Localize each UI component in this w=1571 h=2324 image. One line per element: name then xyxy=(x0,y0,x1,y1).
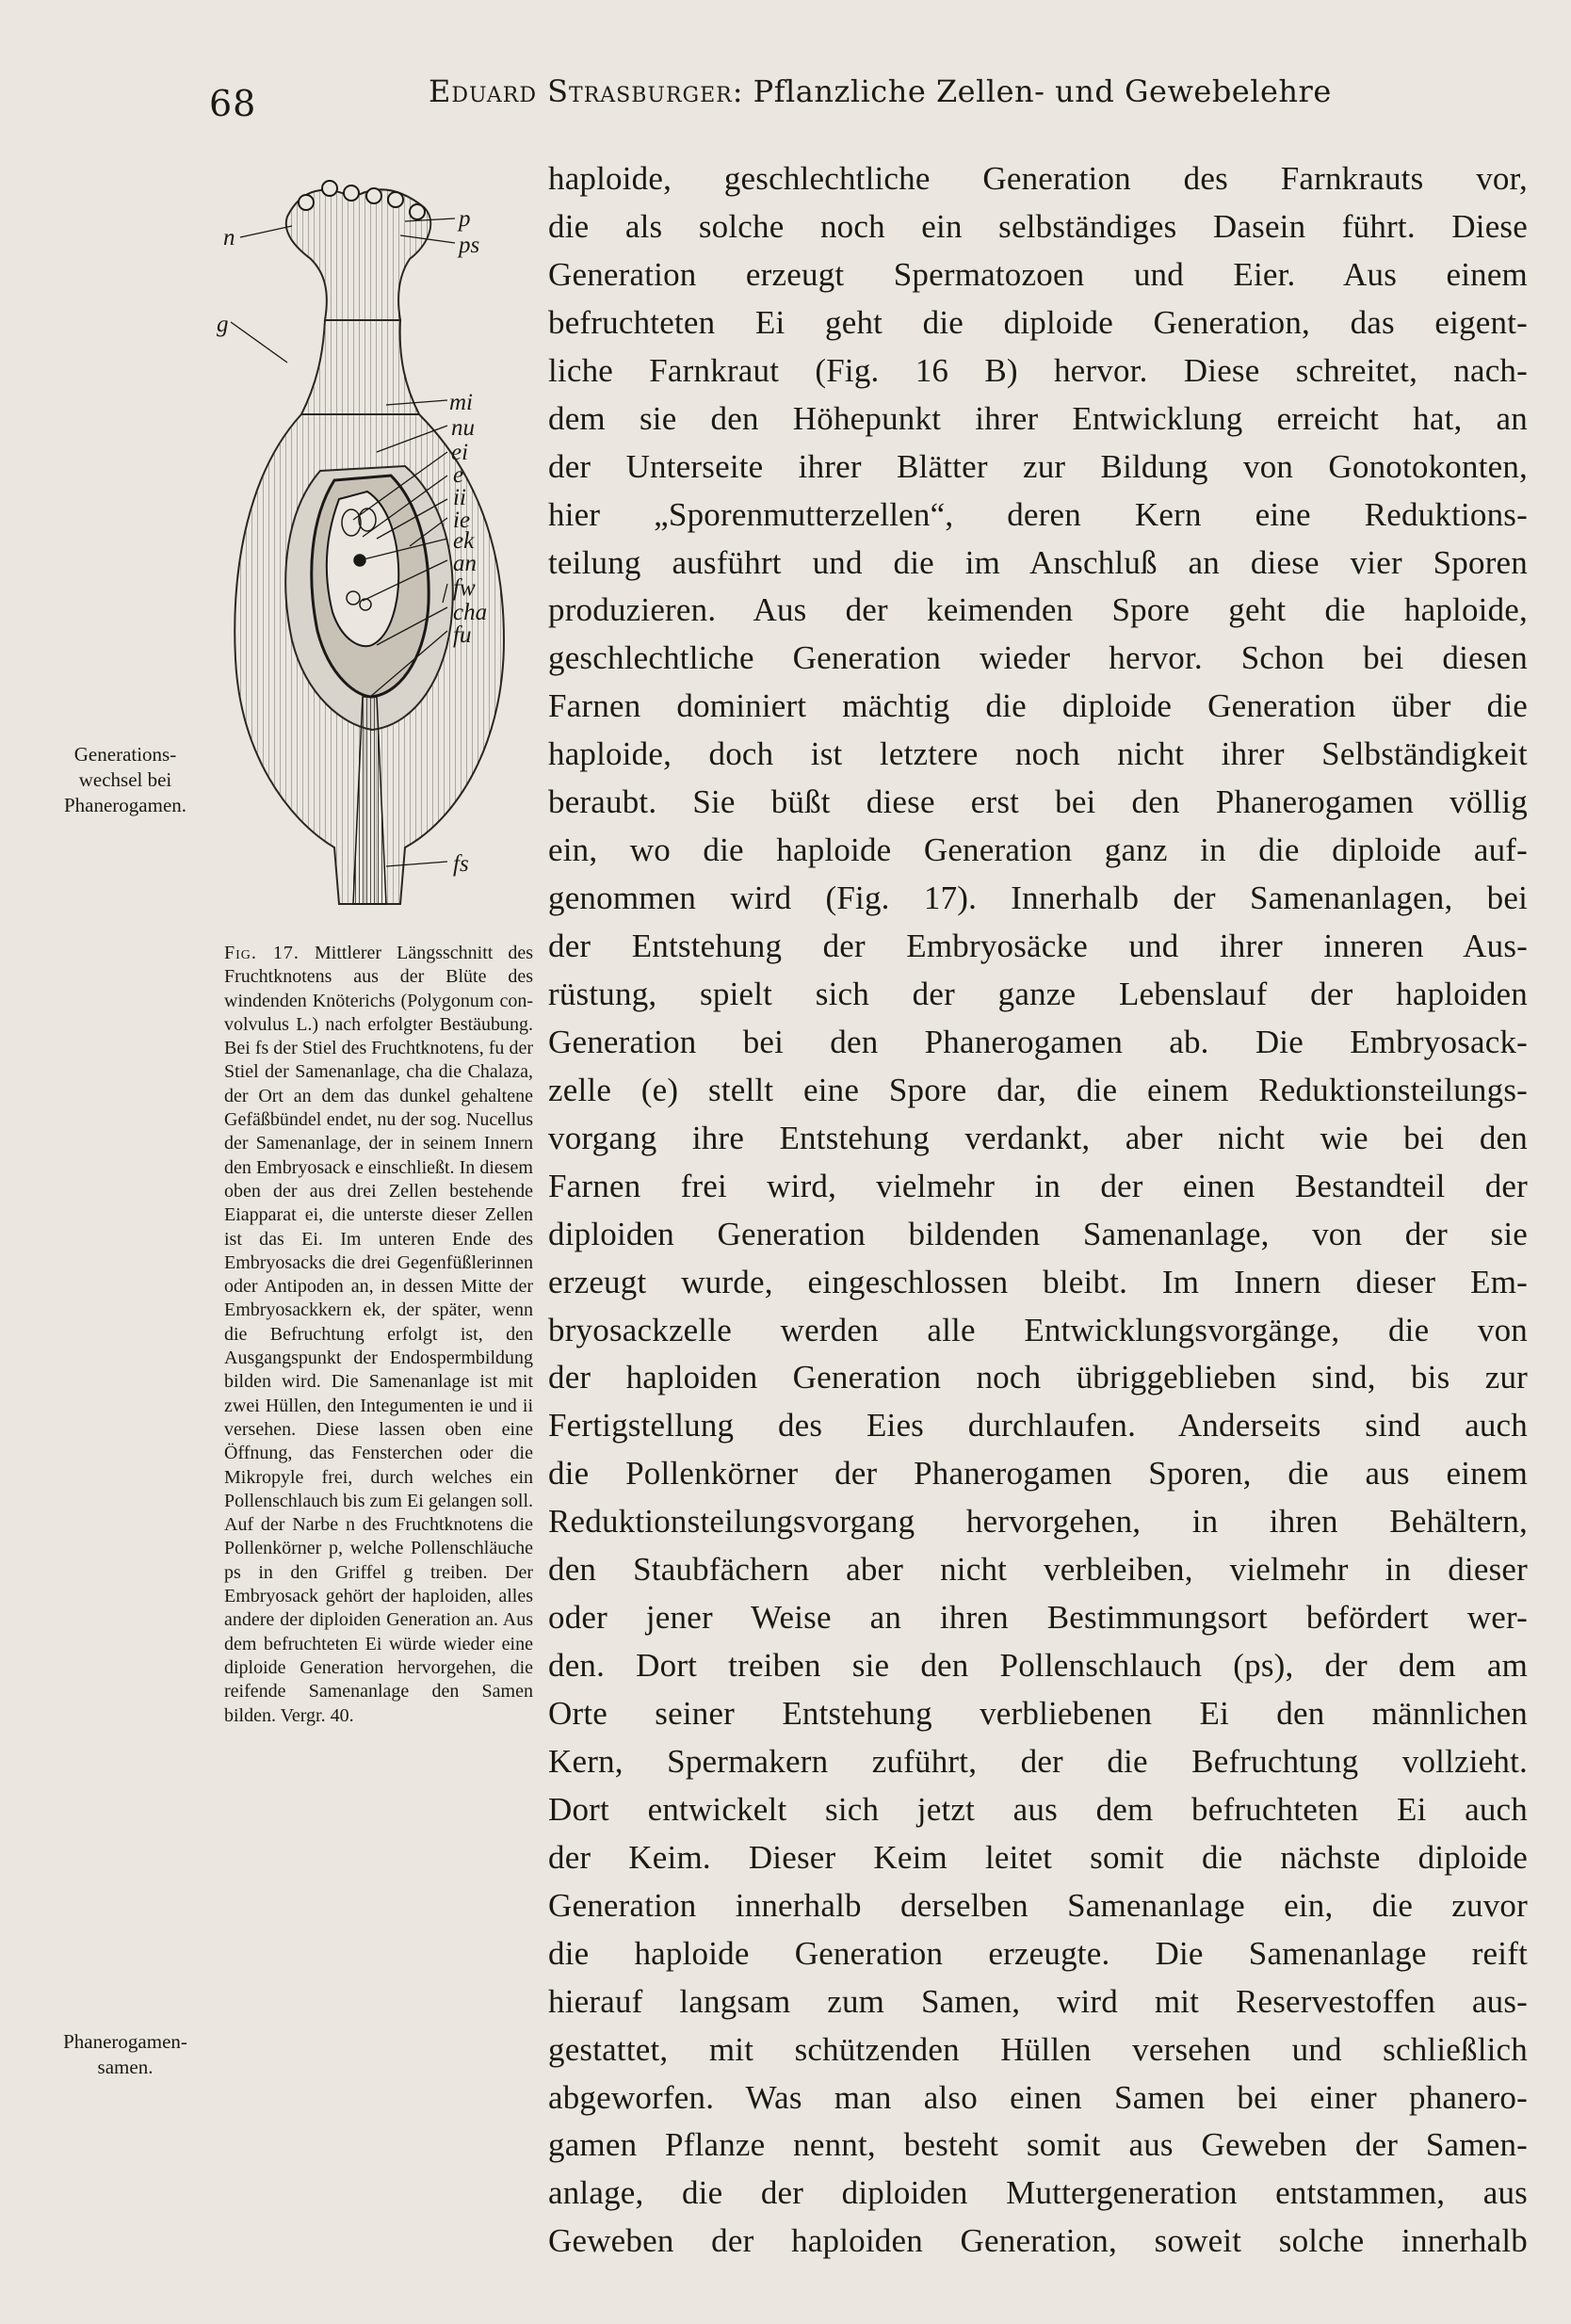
text-line: ein, wo die haploide Generation ganz in die diploide auf- xyxy=(548,831,1528,869)
text-line: der Entstehung der Embryosäcke und ihrer inneren Aus- xyxy=(548,928,1528,964)
label-n: n xyxy=(223,225,235,250)
text-line: anlage, die der diploiden Muttergeneration entstammen, aus xyxy=(548,2174,1528,2212)
label-an: an xyxy=(453,551,477,576)
text-line: befruchteten Ei geht die diploide Generation, das eigent- xyxy=(548,303,1528,341)
running-head-separator: : xyxy=(732,73,753,109)
margin-note-line: Phanerogamen. xyxy=(63,794,187,816)
margin-note-phanerogamensamen xyxy=(26,2029,224,2080)
text-line: diploiden Generation bildenden Samenanlage, von der sie xyxy=(548,1215,1528,1252)
label-g: g xyxy=(217,312,229,337)
margin-note-generationswechsel xyxy=(26,742,224,818)
margin-note-line: Generations- xyxy=(73,743,177,766)
text-line: hierauf langsam zum Samen, wird mit Reservestoffen aus- xyxy=(548,1982,1528,2020)
ovary-section-drawing xyxy=(212,169,546,923)
running-head-title: Pflanzliche Zellen- und Gewebelehre xyxy=(753,73,1332,109)
text-line: Geweben der haploiden Generation, soweit solche innerhalb xyxy=(548,2222,1528,2260)
text-line: die haploide Generation erzeugte. Die Samenanlage reift xyxy=(548,1934,1528,1972)
text-line: teilung ausführt und die im Anschluß an diese vier Sporen xyxy=(548,543,1528,581)
text-line: gestattet, mit schützenden Hüllen versehen und schließlich xyxy=(548,2030,1528,2068)
running-head-author: Eduard Strasburger xyxy=(429,73,733,109)
text-line: Fertigstellung des Eies durchlaufen. Anderseits sind auch xyxy=(548,1407,1528,1444)
text-line: gamen Pflanze nennt, besteht somit aus Geweben der Samen- xyxy=(548,2126,1528,2164)
label-mi: mi xyxy=(449,390,473,415)
text-line: die als solche noch ein selbständiges Dasein führt. Diese xyxy=(548,207,1528,245)
label-fs: fs xyxy=(453,851,469,877)
text-line: bryosackzelle werden alle Entwicklungsvorgänge, die von xyxy=(548,1311,1528,1348)
text-line: der haploiden Generation noch übriggeblieben sind, bis zur xyxy=(548,1359,1528,1396)
label-cha: cha xyxy=(453,600,488,625)
text-line: abgeworfen. Was man also einen Samen bei einer phanero- xyxy=(548,2078,1528,2116)
label-ps: ps xyxy=(459,233,480,258)
text-line: vorgang ihre Entstehung verdankt, aber nicht wie bei den xyxy=(548,1119,1528,1156)
caption-text: Mittlerer Längsschnitt des Fruchtknotens aus der Blüte des windenden Knöterichs (Polygonum convolvulus L.) nach erfolgter Bestäubung. Bei fs der Stiel des Fruchtknotens, fu der Stiel der Samenanlage, cha die Chalaza, der Ort an dem das dunkel gehaltene Gefäßbündel endet, nu der sog. Nucellus der Samenanlage, der in seinem Innern den Embryosack e einschließt. In diesem oben der aus drei Zellen bestehende Eiapparat ei, die unterste dieser Zellen ist das Ei. Im unteren Ende des Embryosacks die drei Gegenfüßlerinnen oder Antipoden an, in dessen Mitte der Embryosackkern ek, der später, wenn die Befruchtung erfolgt ist, den Ausgangspunkt der Endospermbildung bilden wird. Die Samenanlage ist mit zwei Hüllen, den Integumenten ie und ii versehen. Diese lassen oben eine Öffnung, das Fensterchen oder die Mikropyle frei, durch welches ein Pollenschlauch bis zum Ei gelangen soll. Auf der Narbe n des Fruchtknotens die Pollenkörner p, welche Pollenschläuche ps in den Griffel g treiben. Der Embryosack gehört der haploiden, alles andere der diploiden Generation an. Aus dem befruchteten Ei würde wieder eine diploide Generation hervorgehen, die reifende Samenanlage den Samen bilden. Vergr. 40. xyxy=(224,943,534,1726)
text-line: der Unterseite ihrer Blätter zur Bildung von Gonotokonten, xyxy=(548,447,1528,485)
text-line: hier „Sporenmutterzellen“, deren Kern eine Reduktions- xyxy=(548,495,1528,533)
body-text xyxy=(548,155,1528,2266)
text-line: beraubt. Sie büßt diese erst bei den Phanerogamen völlig xyxy=(548,783,1528,821)
figure-number: Fig. 17. xyxy=(224,943,300,963)
text-line: Generation bei den Phanerogamen ab. Die Embryosack- xyxy=(548,1023,1528,1060)
text-line: zelle (e) stellt eine Spore dar, die einem Reduktionsteilungs- xyxy=(548,1071,1528,1108)
text-line: Farnen dominiert mächtig die diploide Generation über die xyxy=(548,687,1528,725)
label-p: p xyxy=(459,206,471,232)
running-head xyxy=(429,73,1370,109)
margin-note-line: Phanerogamen- xyxy=(63,2030,187,2053)
text-line: Generation innerhalb derselben Samenanlage ein, die zuvor xyxy=(548,1886,1528,1924)
label-ek: ek xyxy=(453,528,475,554)
figure-caption xyxy=(224,942,533,1728)
text-line: die Pollenkörner der Phanerogamen Sporen, die aus einem xyxy=(548,1455,1528,1493)
text-line: dem sie den Höhepunkt ihrer Entwicklung erreicht hat, an xyxy=(548,399,1528,437)
text-line: den Staubfächern aber nicht verbleiben, vielmehr in dieser xyxy=(548,1551,1528,1589)
text-line: rüstung, spielt sich der ganze Lebenslauf der haploiden xyxy=(548,975,1528,1012)
text-line: liche Farnkraut (Fig. 16 B) hervor. Diese schreitet, nach- xyxy=(548,351,1528,389)
margin-note-line: samen. xyxy=(97,2056,154,2078)
label-fu: fu xyxy=(453,622,472,648)
text-line: haploide, geschlechtliche Generation des Farnkrauts vor, xyxy=(548,160,1528,197)
text-line: produzieren. Aus der keimenden Spore geht die haploide, xyxy=(548,591,1528,629)
label-ie: ie xyxy=(453,508,471,533)
text-line: Reduktionsteilungsvorgang hervorgehen, in ihren Behältern, xyxy=(548,1503,1528,1541)
text-line: Generation erzeugt Spermatozoen und Eier. Aus einem xyxy=(548,255,1528,293)
label-nu: nu xyxy=(451,415,475,441)
text-line: Orte seiner Entstehung verbliebenen Ei den männlichen xyxy=(548,1695,1528,1732)
text-line: Farnen frei wird, vielmehr in der einen Bestandteil der xyxy=(548,1167,1528,1204)
text-line: den. Dort treiben sie den Pollenschlauch (ps), der dem am xyxy=(548,1647,1528,1685)
text-line: geschlechtliche Generation wieder hervor. Schon bei diesen xyxy=(548,639,1528,677)
text-line: haploide, doch ist letztere noch nicht ihrer Selbständigkeit xyxy=(548,735,1528,773)
label-ii: ii xyxy=(453,485,466,510)
text-line: oder jener Weise an ihren Bestimmungsort befördert wer- xyxy=(548,1599,1528,1637)
text-line: erzeugt wurde, eingeschlossen bleibt. Im Innern dieser Em- xyxy=(548,1263,1528,1300)
ovary-section-figure xyxy=(212,169,546,923)
text-line: Dort entwickelt sich jetzt aus dem befruchteten Ei auch xyxy=(548,1790,1528,1828)
label-ei: ei xyxy=(451,440,469,465)
label-fw: fw xyxy=(453,575,476,601)
margin-note-line: wechsel bei xyxy=(78,768,172,791)
page-number: 68 xyxy=(209,83,257,124)
text-line: Kern, Spermakern zuführt, der die Befruchtung vollzieht. xyxy=(548,1742,1528,1780)
style-shape xyxy=(301,320,419,414)
text-line: der Keim. Dieser Keim leitet somit die nächste diploide xyxy=(548,1838,1528,1876)
text-line: genommen wird (Fig. 17). Innerhalb der Samenanlagen, bei xyxy=(548,880,1528,917)
label-e: e xyxy=(453,462,464,488)
